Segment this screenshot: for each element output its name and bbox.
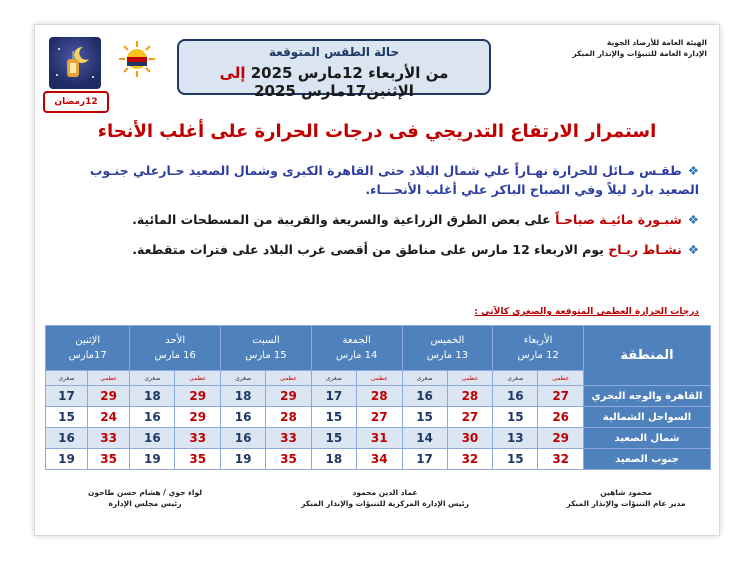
dates-to-word: إلى [219, 64, 246, 82]
table-row [46, 386, 711, 407]
signature-title: رئيس مجلس الإدارة [108, 499, 182, 508]
max-temp: 34 [356, 449, 402, 470]
max-temp: 30 [447, 428, 493, 449]
forecast-header [177, 39, 491, 100]
min-temp: 15 [493, 407, 538, 428]
max-temp: 33 [175, 428, 221, 449]
bullet-fog [54, 210, 699, 229]
max-temp: 32 [538, 449, 584, 470]
table-row [46, 449, 711, 470]
max-temp: 35 [175, 449, 221, 470]
max-temp: 29 [538, 428, 584, 449]
table-row [46, 407, 711, 428]
min-temp: 15 [311, 407, 356, 428]
min-temp: 18 [130, 386, 175, 407]
signature-name: لواء جوي / هشام حسن طاحون [87, 488, 203, 497]
authority-line-2: الإدارة العامة للتنبؤات والإنذار المبكر [572, 49, 707, 58]
region-name: شمال الصعيد [584, 428, 711, 449]
authority-heading [557, 37, 707, 59]
diamond-bullet-icon: ❖ [687, 242, 699, 257]
min-temp: 15 [402, 407, 447, 428]
max-label: عظمى [447, 371, 493, 386]
max-temp: 28 [356, 386, 402, 407]
meteorology-logo-icon [117, 39, 157, 79]
max-temp: 29 [87, 386, 129, 407]
lantern-icon [49, 37, 101, 89]
min-temp: 16 [130, 428, 175, 449]
max-label: عظمى [175, 371, 221, 386]
min-temp: 18 [221, 386, 266, 407]
bullet-fog-text: على بعض الطرق الزراعية والسريعة والقريبة من المسطحات المائية. [132, 212, 556, 227]
authority-line-1: الهيئة العامة للأرصاد الجوية [606, 38, 707, 47]
max-temp: 26 [538, 407, 584, 428]
max-temp: 27 [538, 386, 584, 407]
signature-title: مدير عام التنبؤات والإنذار المبكر [566, 499, 686, 508]
diamond-bullet-icon: ❖ [687, 163, 699, 178]
max-temp: 24 [87, 407, 129, 428]
bullet-wind-key: نشـاط ريـاح [608, 242, 682, 257]
max-label: عظمى [356, 371, 402, 386]
min-temp: 16 [46, 428, 88, 449]
max-temp: 29 [266, 386, 312, 407]
forecast-title: حالة الطقس المتوقعة [268, 45, 400, 59]
signature-central-head [285, 487, 485, 509]
day-header: الأربعاء 12 مارس [493, 326, 584, 371]
max-temp: 27 [447, 407, 493, 428]
region-name: القاهرة والوجه البحري [584, 386, 711, 407]
temperature-table [45, 325, 711, 470]
forecast-headline: استمرار الارتفاع التدريجي فى درجات الحرارة على أغلب الأنحاء [97, 121, 657, 142]
forecast-bullets [54, 161, 699, 270]
max-temp: 35 [266, 449, 312, 470]
region-column-header: المنطقة [584, 326, 711, 386]
max-label: عظمى [266, 371, 312, 386]
min-temp: 17 [311, 386, 356, 407]
day-header: الخميس 13 مارس [402, 326, 493, 371]
table-caption: درجات الحرارة العظمى المتوقعة والصغرى كالآتي : [474, 307, 699, 317]
max-temp: 29 [175, 407, 221, 428]
day-header: الجمعة 14 مارس [311, 326, 402, 371]
forecast-dates [179, 64, 489, 100]
ramadan-lantern-image [49, 37, 101, 89]
max-temp: 28 [447, 386, 493, 407]
min-temp: 17 [402, 449, 447, 470]
min-temp: 15 [493, 449, 538, 470]
max-temp: 27 [356, 407, 402, 428]
signature-forecast-director [551, 487, 701, 509]
min-temp: 19 [46, 449, 88, 470]
min-temp: 16 [402, 386, 447, 407]
min-temp: 14 [402, 428, 447, 449]
signature-name: محمود شاهين [600, 488, 652, 497]
max-temp: 33 [87, 428, 129, 449]
min-temp: 15 [311, 428, 356, 449]
min-temp: 18 [311, 449, 356, 470]
bulletin-page [34, 24, 720, 536]
region-name: السواحل الشمالية [584, 407, 711, 428]
min-label: صغرى [311, 371, 356, 386]
max-temp: 35 [87, 449, 129, 470]
min-temp: 13 [493, 428, 538, 449]
max-temp: 32 [447, 449, 493, 470]
min-temp: 16 [493, 386, 538, 407]
ramadan-day-badge: 12رمضان [43, 91, 109, 113]
min-temp: 16 [130, 407, 175, 428]
min-temp: 19 [221, 449, 266, 470]
max-temp: 29 [175, 386, 221, 407]
bullet-fog-key: شبـورة مائيـة صباحـاً [555, 212, 682, 227]
signature-name: عماد الدين محمود [352, 488, 418, 497]
min-temp: 17 [46, 386, 88, 407]
bullet-weather-text: طقـس مـائل للحرارة نهـاراً علي شمال البلاد حتى القاهرة الكبرى وشمال الصعيد حـارعلي جنـوب الصعيد بارد ليلاً وفي الصباح الباكر علي أغلب الأنحـــاء. [89, 163, 699, 197]
min-label: صغرى [221, 371, 266, 386]
region-name: جنوب الصعيد [584, 449, 711, 470]
min-label: صغرى [46, 371, 88, 386]
max-label: عظمى [87, 371, 129, 386]
min-label: صغرى [130, 371, 175, 386]
diamond-bullet-icon: ❖ [687, 212, 699, 227]
dates-from: من الأربعاء 12مارس 2025 [245, 64, 449, 82]
signature-chairman [75, 487, 215, 509]
bullet-wind [54, 240, 699, 259]
max-temp: 31 [356, 428, 402, 449]
day-header: الأحد 16 مارس [130, 326, 221, 371]
bullet-wind-text: يوم الاربعاء 12 مارس على مناطق من أقصى غرب البلاد على فترات متقطعة. [132, 242, 609, 257]
bullet-weather [54, 161, 699, 199]
day-header: السبت 15 مارس [221, 326, 312, 371]
min-label: صغرى [493, 371, 538, 386]
min-temp: 16 [221, 407, 266, 428]
min-temp: 15 [46, 407, 88, 428]
min-label: صغرى [402, 371, 447, 386]
max-temp: 33 [266, 428, 312, 449]
table-row [46, 428, 711, 449]
max-label: عظمى [538, 371, 584, 386]
min-temp: 19 [130, 449, 175, 470]
day-header: الإثنين 17مارس [46, 326, 130, 371]
min-temp: 16 [221, 428, 266, 449]
max-temp: 28 [266, 407, 312, 428]
dates-until: الإثنين17مارس 2025 [254, 82, 414, 100]
signature-title: رئيس الإدارة المركزية للتنبؤات والإنذار المبكر [301, 499, 469, 508]
